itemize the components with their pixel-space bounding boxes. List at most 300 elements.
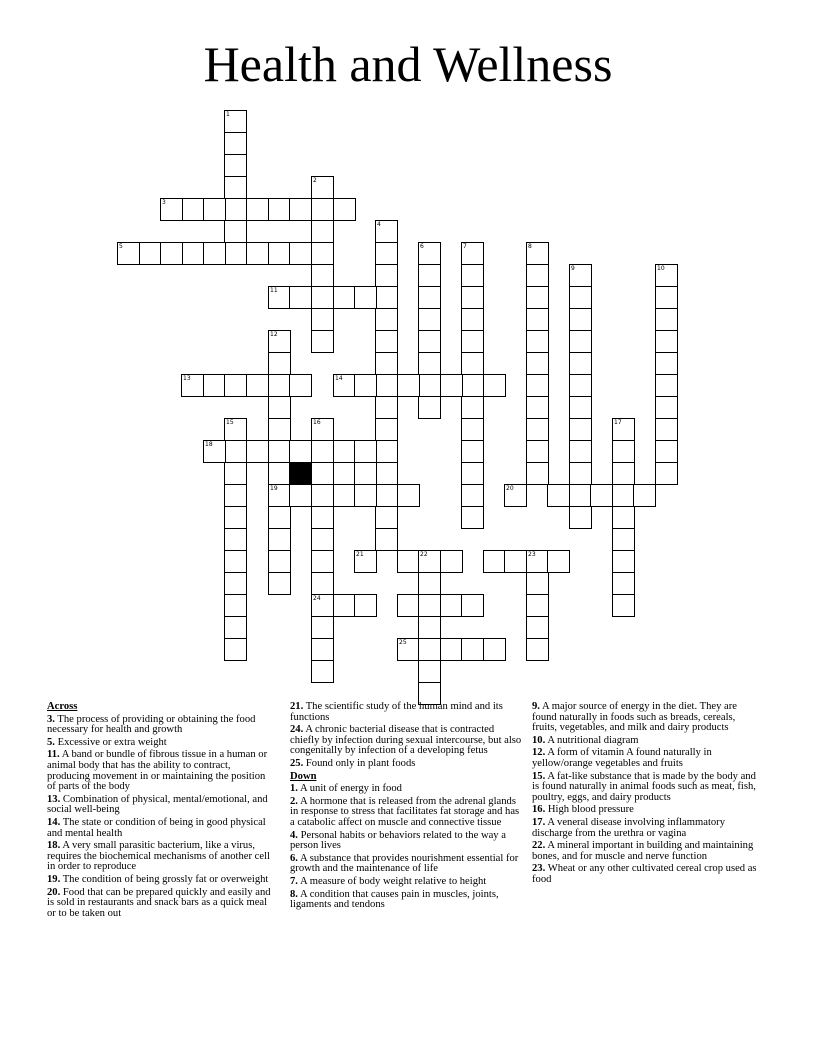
crossword-cell[interactable] (526, 638, 549, 661)
crossword-cell[interactable] (268, 440, 291, 463)
crossword-cell[interactable] (461, 396, 484, 419)
clue-text: A measure of body weight relative to height (297, 875, 487, 887)
crossword-cell[interactable] (333, 594, 356, 617)
crossword-cell[interactable] (224, 110, 247, 133)
crossword-cell[interactable] (224, 572, 247, 595)
clue-down (532, 864, 760, 885)
crossword-cell[interactable] (547, 550, 570, 573)
crossword-cell[interactable] (569, 308, 592, 331)
crossword-cell[interactable] (526, 308, 549, 331)
crossword-cell[interactable] (139, 242, 162, 265)
clue-text: A veneral disease involving inflammatory discharge from the urethra or vagina (532, 816, 726, 839)
crossword-cell[interactable] (311, 264, 334, 287)
clue-number: 9. (532, 701, 540, 712)
clue-text: The condition of being grossly fat or overweight (60, 873, 269, 885)
crossword-cell[interactable] (354, 594, 377, 617)
crossword-cell[interactable] (504, 484, 527, 507)
crossword-cell[interactable] (418, 572, 441, 595)
clue-number: 22. (532, 840, 546, 852)
crossword-cell[interactable] (289, 242, 312, 265)
crossword-cell[interactable] (354, 484, 377, 507)
across-heading: Across (47, 701, 78, 712)
crossword-cell[interactable] (311, 594, 334, 617)
cell-number: 12 (270, 331, 278, 338)
clue-number: 25. (290, 757, 304, 769)
clue-number: 4. (290, 829, 298, 841)
clue-number: 7. (290, 875, 298, 887)
crossword-cell[interactable] (375, 396, 398, 419)
clue-across (47, 715, 273, 736)
crossword-cell[interactable] (418, 660, 441, 683)
cell-number: 15 (226, 419, 234, 426)
crossword-cell[interactable] (526, 286, 549, 309)
crossword-cell[interactable] (569, 440, 592, 463)
cell-number: 16 (313, 419, 321, 426)
cell-number: 24 (313, 595, 321, 602)
crossword-cell[interactable] (655, 440, 678, 463)
clue-down (290, 854, 526, 875)
clue-text: Combination of physical, mental/emotional, and social well-being (47, 793, 268, 816)
crossword-cell[interactable] (418, 330, 441, 353)
clue-down (532, 841, 760, 862)
clue-text: The state or condition of being in good physical and mental health (47, 816, 266, 839)
clue-across (290, 725, 526, 757)
crossword-cell[interactable] (397, 550, 420, 573)
cell-number: 6 (420, 243, 424, 250)
crossword-cell[interactable] (483, 550, 506, 573)
black-cell (289, 462, 312, 485)
crossword-cell[interactable] (311, 616, 334, 639)
crossword-cell[interactable] (655, 396, 678, 419)
crossword-cell[interactable] (440, 550, 463, 573)
cell-number: 18 (205, 441, 213, 448)
clue-text: Found only in plant foods (303, 757, 416, 769)
crossword-cell[interactable] (461, 418, 484, 441)
crossword-cell[interactable] (268, 550, 291, 573)
crossword-cell[interactable] (397, 638, 420, 661)
crossword-cell[interactable] (612, 462, 635, 485)
cell-number: 4 (377, 221, 381, 228)
clue-number: 21. (290, 701, 304, 712)
clue-down (532, 805, 760, 816)
crossword-cell[interactable] (246, 374, 269, 397)
crossword-cell[interactable] (224, 506, 247, 529)
clue-number: 10. (532, 734, 546, 746)
crossword-cell[interactable] (397, 484, 420, 507)
crossword-cell[interactable] (655, 330, 678, 353)
page-title: Health and Wellness (203, 36, 613, 92)
crossword-cell[interactable] (160, 198, 183, 221)
crossword-cell[interactable] (203, 198, 226, 221)
crossword-cell[interactable] (526, 440, 549, 463)
cell-number: 7 (463, 243, 467, 250)
crossword-cell[interactable] (268, 506, 291, 529)
crossword-cell[interactable] (224, 440, 247, 463)
crossword-cell[interactable] (289, 374, 312, 397)
crossword-cell[interactable] (311, 484, 334, 507)
crossword-cell[interactable] (224, 484, 247, 507)
crossword-cell[interactable] (569, 484, 592, 507)
crossword-cell[interactable] (203, 242, 226, 265)
crossword-cell[interactable] (333, 286, 356, 309)
crossword-cell[interactable] (333, 198, 356, 221)
clue-down (290, 877, 526, 888)
clue-number: 12. (532, 747, 546, 759)
cell-number: 17 (614, 419, 622, 426)
clue-text: A condition that causes pain in muscles, joints, ligaments and tendons (290, 888, 499, 911)
crossword-cell[interactable] (311, 286, 334, 309)
crossword-cell[interactable] (418, 308, 441, 331)
clue-down (532, 702, 760, 734)
crossword-cell[interactable] (246, 242, 269, 265)
cell-number: 2 (313, 177, 317, 184)
crossword-cell[interactable] (375, 242, 398, 265)
crossword-cell[interactable] (268, 286, 291, 309)
crossword-cell[interactable] (311, 242, 334, 265)
clue-text: A very small parasitic bacterium, like a virus, requires the biochemical mechanisms of another cell in order to reproduce (47, 840, 270, 873)
crossword-cell[interactable] (375, 418, 398, 441)
crossword-cell[interactable] (375, 352, 398, 375)
clue-down (532, 736, 760, 747)
crossword-cell[interactable] (224, 132, 247, 155)
clue-text: A nutritional diagram (545, 734, 639, 746)
crossword-cell[interactable] (181, 374, 204, 397)
clue-number: 5. (47, 736, 55, 748)
crossword-cell[interactable] (268, 242, 291, 265)
crossword-cell[interactable] (224, 462, 247, 485)
crossword-cell[interactable] (655, 286, 678, 309)
cell-number: 22 (420, 551, 428, 558)
clue-column-1 (47, 702, 273, 921)
clue-down (532, 818, 760, 839)
clue-number: 1. (290, 783, 298, 795)
crossword-cell[interactable] (311, 440, 334, 463)
crossword-cell[interactable] (117, 242, 140, 265)
crossword-cell[interactable] (311, 418, 334, 441)
crossword-cell[interactable] (418, 550, 441, 573)
crossword-cell[interactable] (375, 264, 398, 287)
crossword-cell[interactable] (526, 352, 549, 375)
clue-text: The scientific study of the human mind and its functions (290, 701, 503, 723)
crossword-cell[interactable] (246, 440, 269, 463)
crossword-cell[interactable] (483, 374, 506, 397)
clue-text: A major source of energy in the diet. They are found naturally in foods such as breads, cereals, fruits, vegetables, and milk and dairy products (532, 701, 737, 734)
crossword-cell[interactable] (655, 308, 678, 331)
crossword-cell[interactable] (311, 176, 334, 199)
crossword-cell[interactable] (333, 374, 356, 397)
crossword-cell[interactable] (461, 440, 484, 463)
clue-number: 2. (290, 795, 298, 807)
clue-down (290, 831, 526, 852)
clue-number: 11. (47, 749, 60, 761)
crossword-cell[interactable] (375, 440, 398, 463)
crossword-cell[interactable] (461, 264, 484, 287)
crossword-cell[interactable] (333, 440, 356, 463)
crossword-cell[interactable] (268, 352, 291, 375)
crossword-cell[interactable] (461, 242, 484, 265)
clue-text: A hormone that is released from the adrenal glands in response to stress that facilitates fat storage and has a catabolic affect on muscle and connective tissue (290, 795, 520, 828)
cell-number: 5 (119, 243, 123, 250)
clue-text: A chronic bacterial disease that is contracted chiefly by infection during sexual intercourse, but also congenitally by infection of a developing fetus (290, 724, 522, 757)
crossword-cell[interactable] (375, 330, 398, 353)
crossword-cell[interactable] (224, 154, 247, 177)
crossword-cell[interactable] (418, 374, 441, 397)
clue-number: 13. (47, 793, 61, 805)
crossword-cell[interactable] (418, 242, 441, 265)
crossword-cell[interactable] (224, 550, 247, 573)
crossword-cell[interactable] (569, 396, 592, 419)
crossword-cell[interactable] (612, 506, 635, 529)
crossword-cell[interactable] (268, 418, 291, 441)
crossword-cell[interactable] (354, 550, 377, 573)
crossword-cell[interactable] (461, 286, 484, 309)
crossword-cell[interactable] (633, 484, 656, 507)
crossword-cell[interactable] (440, 594, 463, 617)
crossword-cell[interactable] (655, 374, 678, 397)
cell-number: 9 (571, 265, 575, 272)
crossword-cell[interactable] (418, 594, 441, 617)
crossword-cell[interactable] (569, 352, 592, 375)
crossword-cell[interactable] (526, 572, 549, 595)
crossword-cell[interactable] (418, 616, 441, 639)
clue-text: Food that can be prepared quickly and easily and is sold in restaurants and snack bars as a quick meal or to be taken out (47, 886, 271, 919)
clue-text: A band or bundle of fibrous tissue in a human or animal body that has the ability to contract, producing movement in or maintaining the position of parts of the body (47, 749, 268, 793)
crossword-cell[interactable] (418, 286, 441, 309)
crossword-cell[interactable] (224, 594, 247, 617)
clue-down (290, 797, 526, 829)
cell-number: 25 (399, 639, 407, 646)
crossword-cell[interactable] (569, 330, 592, 353)
crossword-cell[interactable] (311, 308, 334, 331)
crossword-cell[interactable] (461, 352, 484, 375)
clue-across (47, 795, 273, 816)
crossword-cell[interactable] (246, 198, 269, 221)
crossword-cell[interactable] (289, 198, 312, 221)
crossword-cell[interactable] (547, 484, 570, 507)
crossword-cell[interactable] (182, 198, 205, 221)
crossword-cell[interactable] (526, 616, 549, 639)
crossword-cell[interactable] (612, 418, 635, 441)
crossword-cell[interactable] (461, 506, 484, 529)
crossword-cell[interactable] (655, 418, 678, 441)
crossword-cell[interactable] (224, 242, 247, 265)
crossword-cell[interactable] (375, 506, 398, 529)
crossword-cell[interactable] (461, 374, 484, 397)
clue-across (47, 738, 273, 749)
clue-text: A unit of energy in food (297, 783, 402, 795)
crossword-cell[interactable] (354, 462, 377, 485)
crossword-cell[interactable] (504, 550, 527, 573)
crossword-cell[interactable] (224, 220, 247, 243)
clue-text: A form of vitamin A found naturally in yellow/orange vegetables and fruits (532, 747, 712, 769)
crossword-cell[interactable] (526, 396, 549, 419)
crossword-cell[interactable] (354, 286, 377, 309)
clue-across (47, 818, 273, 839)
cell-number: 10 (657, 265, 665, 272)
down-heading: Down (290, 770, 317, 782)
crossword-cell[interactable] (418, 352, 441, 375)
crossword-cell[interactable] (569, 462, 592, 485)
crossword-cell[interactable] (612, 550, 635, 573)
crossword-cell[interactable] (418, 264, 441, 287)
crossword-cell[interactable] (268, 374, 291, 397)
crossword-cell[interactable] (268, 572, 291, 595)
crossword-cell[interactable] (590, 484, 613, 507)
clue-number: 8. (290, 888, 298, 900)
crossword-cell[interactable] (268, 198, 291, 221)
clue-number: 16. (532, 804, 546, 816)
clue-across (47, 750, 273, 792)
crossword-cell[interactable] (440, 638, 463, 661)
crossword-cell[interactable] (224, 616, 247, 639)
cell-number: 20 (506, 485, 514, 492)
crossword-cell[interactable] (655, 352, 678, 375)
clue-across (47, 888, 273, 920)
crossword-cell[interactable] (612, 594, 635, 617)
crossword-cell[interactable] (333, 484, 356, 507)
clue-number: 19. (47, 873, 61, 885)
crossword-cell[interactable] (182, 242, 205, 265)
clue-across (47, 841, 273, 873)
crossword-cell[interactable] (418, 638, 441, 661)
clue-text: The process of providing or obtaining the food necessary for health and growth (47, 713, 256, 736)
crossword-cell[interactable] (461, 594, 484, 617)
crossword-cell[interactable] (461, 638, 484, 661)
crossword-cell[interactable] (526, 550, 549, 573)
crossword-cell[interactable] (311, 220, 334, 243)
crossword-cell[interactable] (375, 528, 398, 551)
crossword-cell[interactable] (526, 330, 549, 353)
crossword-cell[interactable] (289, 484, 312, 507)
crossword-cell[interactable] (224, 638, 247, 661)
crossword-cell[interactable] (311, 462, 334, 485)
crossword-cell[interactable] (440, 374, 463, 397)
crossword-cell[interactable] (612, 572, 635, 595)
crossword-cell[interactable] (268, 396, 291, 419)
crossword-cell[interactable] (612, 528, 635, 551)
crossword-cell[interactable] (268, 484, 291, 507)
clue-number: 3. (47, 713, 55, 725)
crossword-cell[interactable] (311, 330, 334, 353)
clue-number: 24. (290, 724, 304, 736)
clue-down (532, 748, 760, 769)
crossword-cell[interactable] (333, 462, 356, 485)
clue-number: 14. (47, 816, 61, 828)
crossword-cell[interactable] (526, 264, 549, 287)
cell-number: 13 (183, 375, 191, 382)
cell-number: 11 (270, 287, 278, 294)
crossword-cell[interactable] (311, 198, 334, 221)
crossword-cell[interactable] (418, 396, 441, 419)
crossword-cell[interactable] (268, 330, 291, 353)
crossword-cell[interactable] (375, 462, 398, 485)
crossword-cell[interactable] (311, 638, 334, 661)
crossword-cell[interactable] (461, 330, 484, 353)
crossword-cell[interactable] (526, 418, 549, 441)
crossword-cell[interactable] (160, 242, 183, 265)
clue-number: 18. (47, 840, 61, 852)
crossword-cell[interactable] (461, 484, 484, 507)
crossword-cell[interactable] (375, 286, 398, 309)
crossword-cell[interactable] (483, 638, 506, 661)
crossword-cell[interactable] (311, 660, 334, 683)
crossword-cell[interactable] (397, 594, 420, 617)
cell-number: 8 (528, 243, 532, 250)
crossword-cell[interactable] (311, 550, 334, 573)
crossword-cell[interactable] (268, 528, 291, 551)
crossword-cell[interactable] (224, 374, 247, 397)
clue-text: Personal habits or behaviors related to the way a person lives (290, 829, 506, 852)
crossword-cell[interactable] (569, 418, 592, 441)
crossword-cell[interactable] (612, 484, 635, 507)
crossword-cell[interactable] (311, 528, 334, 551)
crossword-cell[interactable] (526, 462, 549, 485)
crossword-cell[interactable] (526, 242, 549, 265)
crossword-cell[interactable] (289, 286, 312, 309)
crossword-cell[interactable] (268, 462, 291, 485)
clue-text: A substance that provides nourishment essential for growth and the maintenance of life (290, 852, 519, 875)
clue-down (290, 784, 526, 795)
clue-number: 6. (290, 852, 298, 864)
crossword-cell[interactable] (526, 594, 549, 617)
crossword-cell[interactable] (655, 264, 678, 287)
clue-number: 17. (532, 816, 546, 828)
crossword-cell[interactable] (569, 264, 592, 287)
crossword-cell[interactable] (224, 528, 247, 551)
clue-number: 23. (532, 863, 546, 875)
clue-across (290, 759, 526, 770)
clue-text: A fat-like substance that is made by the body and is found naturally in animal foods such as meat, fish, poultry, eggs, and dairy products (532, 770, 756, 803)
crossword-cell[interactable] (224, 418, 247, 441)
crossword-cell[interactable] (375, 484, 398, 507)
crossword-cell[interactable] (203, 374, 226, 397)
crossword-cell[interactable] (397, 374, 420, 397)
crossword-cell[interactable] (375, 220, 398, 243)
crossword-cell[interactable] (203, 440, 226, 463)
clue-text: Excessive or extra weight (54, 736, 167, 748)
crossword-cell[interactable] (461, 308, 484, 331)
crossword-cell[interactable] (375, 374, 398, 397)
crossword-cell[interactable] (375, 308, 398, 331)
clue-text: Wheat or any other cultivated cereal crop used as food (532, 863, 757, 885)
crossword-cell[interactable] (354, 440, 377, 463)
clue-number: 20. (47, 886, 61, 898)
cell-number: 3 (162, 199, 166, 206)
crossword-cell[interactable] (526, 374, 549, 397)
clue-column-2 (290, 702, 526, 913)
clue-text: High blood pressure (545, 804, 634, 816)
crossword-cell[interactable] (354, 374, 377, 397)
crossword-cell[interactable] (311, 572, 334, 595)
crossword-cell[interactable] (311, 506, 334, 529)
crossword-cell[interactable] (224, 198, 247, 221)
cell-number: 21 (356, 551, 364, 558)
clue-text: A mineral important in building and maintaining bones, and for muscle and nerve function (532, 840, 754, 862)
crossword-cell[interactable] (569, 286, 592, 309)
crossword-cell[interactable] (224, 176, 247, 199)
cell-number: 1 (226, 111, 230, 118)
clue-down (532, 772, 760, 804)
crossword-cell[interactable] (612, 440, 635, 463)
clue-across (290, 702, 526, 723)
crossword-cell[interactable] (655, 462, 678, 485)
crossword-cell[interactable] (289, 440, 312, 463)
crossword-cell[interactable] (461, 462, 484, 485)
crossword-cell[interactable] (569, 506, 592, 529)
crossword-cell[interactable] (569, 374, 592, 397)
cell-number: 14 (335, 375, 343, 382)
clue-down (290, 890, 526, 911)
